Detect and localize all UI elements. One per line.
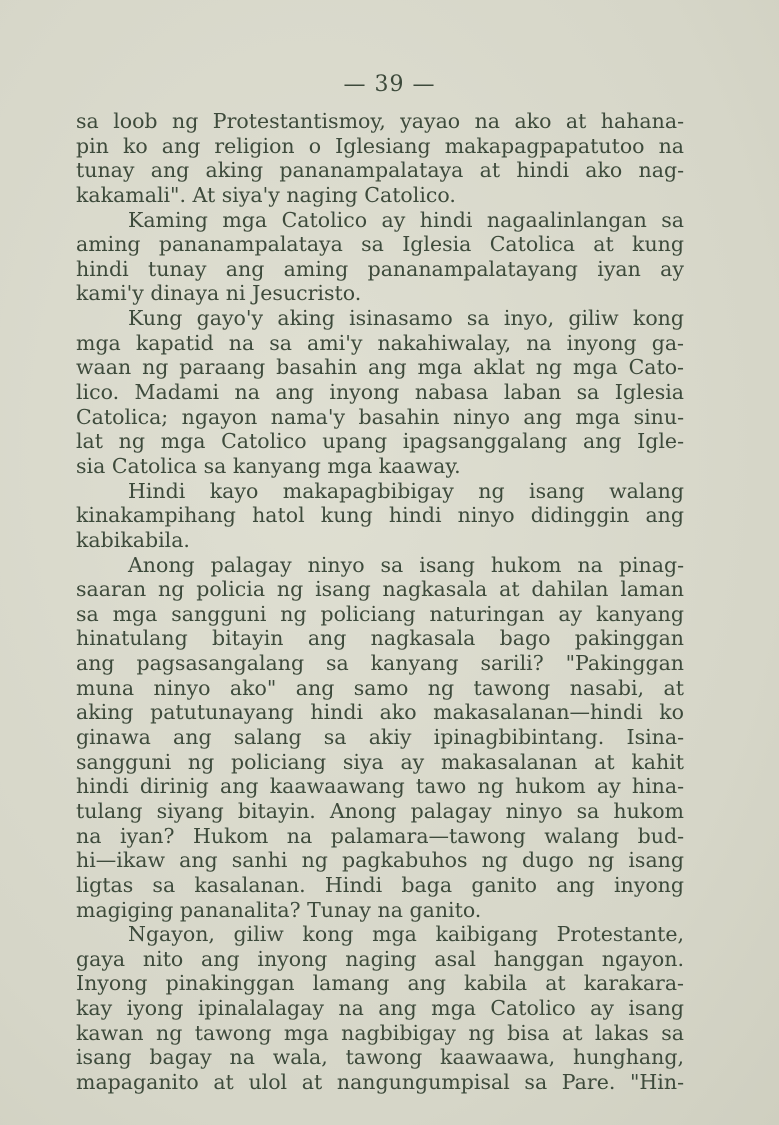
text-line: pin ko ang religion o Iglesiang makapagpapatutoo na xyxy=(76,133,684,158)
text-line: sa loob ng Protestantismoy, yayao na ako at hahana- xyxy=(76,109,684,133)
text-line: Inyong pinakinggan lamang ang kabila at karakara- xyxy=(76,971,684,996)
text-line: sa mga sangguni ng policiang naturingan ay kanyang xyxy=(76,601,684,626)
text-line: Catolica; ngayon nama'y basahin ninyo ang mga sinu- xyxy=(76,404,684,429)
text-line: magiging pananalita? Tunay na ganito. xyxy=(76,897,482,922)
text-line: Kung gayo'y aking isinasamo sa inyo, giliw kong xyxy=(128,306,684,331)
text-line: hindi dirinig ang kaawaawang tawo ng hukom ay hina- xyxy=(76,774,684,799)
text-line: na iyan? Hukom na palamara—tawong walang bud- xyxy=(76,823,684,848)
text-line: aking patutunayang hindi ako makasalanan—hindi ko xyxy=(76,700,684,725)
text-line: Hindi kayo makapagbibigay ng isang walang xyxy=(128,478,684,503)
text-line: ang pagsasangalang sa kanyang sarili? "Pakinggan xyxy=(76,651,684,676)
text-line: lico. Madami na ang inyong nabasa laban sa Iglesia xyxy=(76,380,684,405)
text-line: tunay ang aking pananampalataya at hindi ako nag- xyxy=(76,158,684,183)
text-line: Anong palagay ninyo sa isang hukom na pinag- xyxy=(128,552,684,577)
text-line: tulang siyang bitayin. Anong palagay ninyo sa hukom xyxy=(76,798,684,823)
text-line: sangguni ng policiang siya ay makasalanan at kahit xyxy=(76,749,684,774)
text-line: hindi tunay ang aming pananampalatayang iyan ay xyxy=(76,256,684,281)
text-line: hi—ikaw ang sanhi ng pagkabuhos ng dugo ng isang xyxy=(76,848,684,873)
text-line: mapaganito at ulol at nangungumpisal sa Pare. "Hin- xyxy=(76,1069,684,1094)
text-line: mga kapatid na sa ami'y nakahiwalay, na inyong ga- xyxy=(76,330,684,355)
text-line: ligtas sa kasalanan. Hindi baga ganito ang inyong xyxy=(76,872,684,897)
text-line: kay iyong ipinalalagay na ang mga Catolico ay isang xyxy=(76,996,684,1021)
text-line: saaran ng policia ng isang nagkasala at dahilan laman xyxy=(76,577,684,602)
text-line: ginawa ang salang sa akiy ipinagbibintang. Isina- xyxy=(76,725,684,750)
text-line: hinatulang bitayin ang nagkasala bago pakinggan xyxy=(76,626,684,651)
text-line: Ngayon, giliw kong mga kaibigang Protestante, xyxy=(128,922,684,947)
text-line: Kaming mga Catolico ay hindi nagaalinlangan sa xyxy=(128,207,684,232)
text-line: kawan ng tawong mga nagbibigay ng bisa at lakas sa xyxy=(76,1020,684,1045)
text-line: kakamali". At siya'y naging Catolico. xyxy=(76,182,456,207)
body-text xyxy=(76,109,684,1095)
text-line: lat ng mga Catolico upang ipagsanggalang ang Igle- xyxy=(76,429,684,454)
text-line: isang bagay na wala, tawong kaawaawa, hunghang, xyxy=(76,1045,684,1070)
text-line: kinakampihang hatol kung hindi ninyo didinggin ang xyxy=(76,503,684,528)
page-number: — 39 — xyxy=(343,72,436,97)
text-line: aming pananampalataya sa Iglesia Catolica at kung xyxy=(76,232,684,257)
text-line: gaya nito ang inyong naging asal hanggan ngayon. xyxy=(76,946,684,971)
text-line: sia Catolica sa kanyang mga kaaway. xyxy=(76,453,461,478)
text-line: waan ng paraang basahin ang mga aklat ng mga Cato- xyxy=(76,355,684,380)
text-line: kabikabila. xyxy=(76,527,190,552)
text-line: kami'y dinaya ni Jesucristo. xyxy=(76,281,362,306)
text-line: muna ninyo ako" ang samo ng tawong nasabi, at xyxy=(76,675,684,700)
